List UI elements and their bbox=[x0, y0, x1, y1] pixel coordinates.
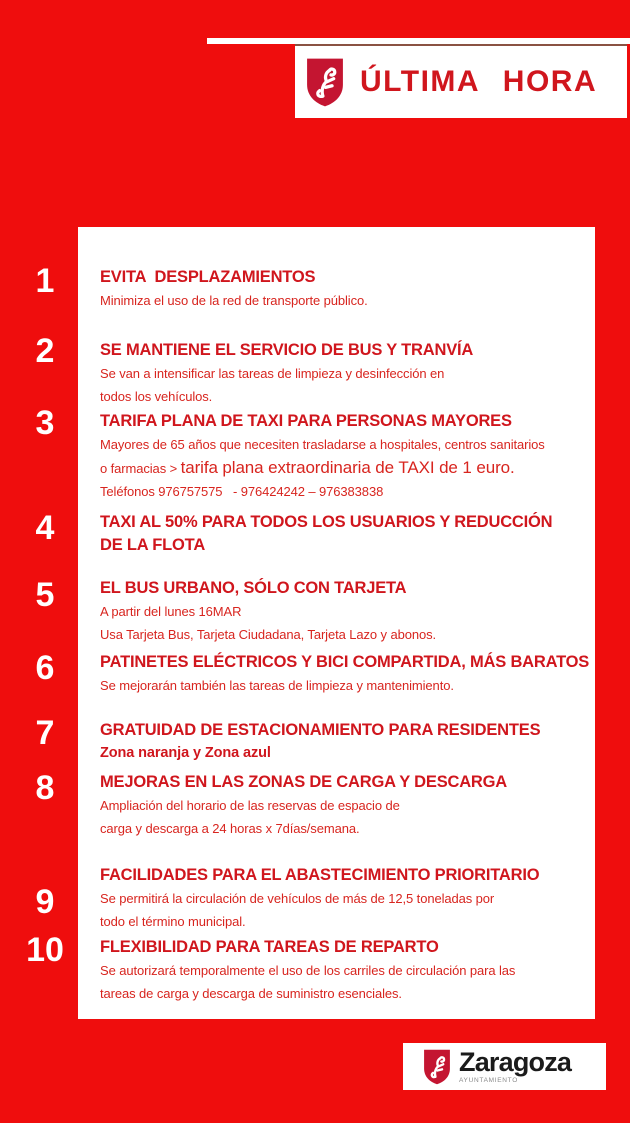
list-item bbox=[100, 266, 596, 312]
logo-city-name: Zaragoza bbox=[459, 1046, 572, 1077]
item-text: Se permitirá la circulación de vehículos de más de 12,5 toneladas por bbox=[100, 891, 495, 906]
item-text: Se mejorarán también las tareas de limpieza y mantenimiento. bbox=[100, 678, 454, 693]
item-number-7: 7 bbox=[35, 714, 55, 752]
item-number-5: 5 bbox=[35, 576, 55, 614]
zaragoza-shield-lion-icon bbox=[306, 56, 344, 109]
item-text: A partir del lunes 16MAR bbox=[100, 604, 242, 619]
item-text: todo el término municipal. bbox=[100, 914, 246, 929]
item-text: Ampliación del horario de las reservas de espacio de bbox=[100, 798, 400, 813]
item-text: carga y descarga a 24 horas x 7días/semana. bbox=[100, 821, 360, 836]
item-number-3: 3 bbox=[35, 404, 55, 442]
list-item bbox=[100, 339, 596, 408]
taxi-tariff-highlight: tarifa plana extraordinaria de TAXI de 1 euro. bbox=[180, 458, 515, 477]
item-text: Se autorizará temporalmente el uso de los carriles de circulación para las bbox=[100, 963, 516, 978]
item-title: SE MANTIENE EL SERVICIO DE BUS Y TRANVÍA bbox=[100, 341, 474, 359]
header-banner bbox=[295, 44, 627, 118]
list-item bbox=[100, 864, 596, 933]
item-title: DE LA FLOTA bbox=[100, 536, 206, 554]
item-number-4: 4 bbox=[35, 509, 55, 547]
item-number-6: 6 bbox=[35, 649, 55, 687]
item-text-prefix: o farmacias > bbox=[100, 461, 181, 476]
item-text: Mayores de 65 años que necesiten trasladarse a hospitales, centros sanitarios bbox=[100, 437, 545, 452]
item-number-2: 2 bbox=[35, 332, 55, 370]
item-title: TAXI AL 50% PARA TODOS LOS USUARIOS Y REDUCCIÓN bbox=[100, 513, 553, 531]
item-title: EVITA DESPLAZAMIENTOS bbox=[100, 268, 316, 286]
list-item bbox=[100, 511, 596, 557]
item-number-9: 9 bbox=[35, 883, 55, 921]
list-item bbox=[100, 936, 596, 1005]
item-text: Se van a intensificar las tareas de limpieza y desinfección en bbox=[100, 366, 445, 381]
item-title: TARIFA PLANA DE TAXI PARA PERSONAS MAYORES bbox=[100, 412, 512, 430]
item-title: FLEXIBILIDAD PARA TAREAS DE REPARTO bbox=[100, 938, 439, 956]
logo-subtitle: AYUNTAMIENTO bbox=[459, 1076, 518, 1084]
list-item bbox=[100, 410, 596, 503]
item-text: tareas de carga y descarga de suministro esenciales. bbox=[100, 986, 402, 1001]
item-text bbox=[100, 456, 596, 480]
item-number-8: 8 bbox=[35, 769, 55, 807]
item-title: FACILIDADES PARA EL ABASTECIMIENTO PRIORITARIO bbox=[100, 866, 540, 884]
taxi-phone-numbers: Teléfonos 976757575 - 976424242 – 976383838 bbox=[100, 484, 384, 499]
item-title: PATINETES ELÉCTRICOS Y BICI COMPARTIDA, MÁS BARATOS bbox=[100, 653, 590, 671]
page-title: ÚLTIMA HORA bbox=[360, 65, 598, 98]
item-number-10: 10 bbox=[26, 931, 64, 969]
item-text: Usa Tarjeta Bus, Tarjeta Ciudadana, Tarjeta Lazo y abonos. bbox=[100, 627, 437, 642]
list-item bbox=[100, 651, 596, 697]
parking-zones-highlight: Zona naranja y Zona azul bbox=[100, 745, 271, 761]
list-item bbox=[100, 771, 596, 840]
ayuntamiento-logo bbox=[403, 1043, 606, 1090]
list-item bbox=[100, 719, 596, 765]
list-item bbox=[100, 577, 596, 646]
zaragoza-shield-lion-icon bbox=[423, 1049, 451, 1085]
item-number-1: 1 bbox=[35, 262, 55, 300]
item-text: todos los vehículos. bbox=[100, 389, 213, 404]
item-text: Minimiza el uso de la red de transporte público. bbox=[100, 293, 368, 308]
logo-text bbox=[459, 1046, 572, 1085]
item-title: EL BUS URBANO, SÓLO CON TARJETA bbox=[100, 579, 407, 597]
item-title: GRATUIDAD DE ESTACIONAMIENTO PARA RESIDENTES bbox=[100, 721, 541, 739]
item-title: MEJORAS EN LAS ZONAS DE CARGA Y DESCARGA bbox=[100, 773, 507, 791]
